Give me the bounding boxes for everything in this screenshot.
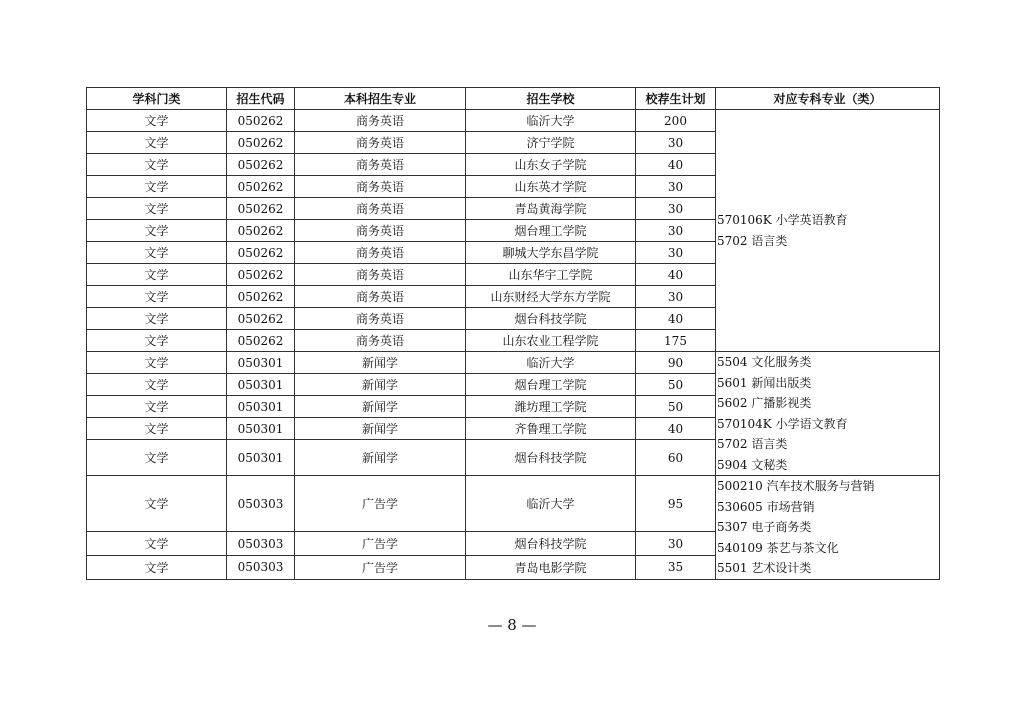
- cell-code: 050303: [227, 532, 295, 556]
- cell-code: 050301: [227, 418, 295, 440]
- header-plan: 校荐生计划: [636, 88, 716, 110]
- cell-discipline: 文学: [87, 532, 227, 556]
- cell-discipline: 文学: [87, 264, 227, 286]
- admissions-table: [86, 87, 940, 580]
- cell-discipline: 文学: [87, 330, 227, 352]
- table-row: [87, 476, 940, 532]
- cell-code: 050262: [227, 330, 295, 352]
- cell-school: 烟台科技学院: [466, 308, 636, 330]
- header-major: 本科招生专业: [295, 88, 466, 110]
- table-row: [87, 110, 940, 132]
- cell-discipline: 文学: [87, 220, 227, 242]
- cell-code: 050262: [227, 132, 295, 154]
- cell-major: 广告学: [295, 476, 466, 532]
- cell-discipline: 文学: [87, 110, 227, 132]
- cell-major: 商务英语: [295, 286, 466, 308]
- cell-discipline: 文学: [87, 286, 227, 308]
- cell-plan: 30: [636, 198, 716, 220]
- cell-school: 临沂大学: [466, 476, 636, 532]
- related-major: 570106K 小学英语教育: [717, 213, 848, 227]
- cell-school: 山东财经大学东方学院: [466, 286, 636, 308]
- cell-major: 商务英语: [295, 308, 466, 330]
- related-major: 570104K 小学语文教育: [717, 416, 848, 431]
- cell-major: 商务英语: [295, 264, 466, 286]
- cell-school: 青岛电影学院: [466, 555, 636, 579]
- cell-school: 山东农业工程学院: [466, 330, 636, 352]
- cell-school: 青岛黄海学院: [466, 198, 636, 220]
- cell-major: 商务英语: [295, 154, 466, 176]
- header-discipline: 学科门类: [87, 88, 227, 110]
- related-major: 5904 文秘类: [717, 457, 788, 472]
- cell-plan: 40: [636, 308, 716, 330]
- cell-major: 广告学: [295, 555, 466, 579]
- cell-major: 新闻学: [295, 418, 466, 440]
- cell-major: 商务英语: [295, 132, 466, 154]
- cell-school: 临沂大学: [466, 110, 636, 132]
- cell-code: 050262: [227, 198, 295, 220]
- cell-major: 商务英语: [295, 110, 466, 132]
- related-majors-group-2: [716, 352, 940, 476]
- header-related-majors: 对应专科专业（类）: [716, 88, 940, 110]
- cell-major: 商务英语: [295, 176, 466, 198]
- cell-school: 烟台理工学院: [466, 374, 636, 396]
- cell-major: 新闻学: [295, 352, 466, 374]
- cell-code: 050303: [227, 476, 295, 532]
- cell-code: 050262: [227, 264, 295, 286]
- cell-plan: 40: [636, 264, 716, 286]
- cell-discipline: 文学: [87, 396, 227, 418]
- cell-plan: 60: [636, 440, 716, 476]
- cell-school: 山东华宇工学院: [466, 264, 636, 286]
- cell-code: 050262: [227, 308, 295, 330]
- cell-school: 济宁学院: [466, 132, 636, 154]
- cell-major: 商务英语: [295, 330, 466, 352]
- cell-discipline: 文学: [87, 132, 227, 154]
- cell-school: 烟台科技学院: [466, 532, 636, 556]
- related-major: 5702 语言类: [717, 437, 788, 451]
- cell-code: 050262: [227, 110, 295, 132]
- cell-plan: 30: [636, 220, 716, 242]
- page-number: — 8 —: [487, 616, 537, 634]
- cell-school: 烟台理工学院: [466, 220, 636, 242]
- cell-major: 新闻学: [295, 396, 466, 418]
- cell-plan: 30: [636, 132, 716, 154]
- related-major: 530605 市场营销: [717, 499, 815, 514]
- cell-school: 山东英才学院: [466, 176, 636, 198]
- related-major: 500210 汽车技术服务与营销: [717, 479, 875, 493]
- table-row: [87, 352, 940, 374]
- cell-plan: 200: [636, 110, 716, 132]
- cell-code: 050262: [227, 220, 295, 242]
- cell-discipline: 文学: [87, 198, 227, 220]
- cell-code: 050301: [227, 374, 295, 396]
- cell-plan: 30: [636, 286, 716, 308]
- cell-discipline: 文学: [87, 418, 227, 440]
- cell-plan: 30: [636, 532, 716, 556]
- cell-discipline: 文学: [87, 374, 227, 396]
- header-school: 招生学校: [466, 88, 636, 110]
- cell-plan: 50: [636, 396, 716, 418]
- cell-code: 050301: [227, 440, 295, 476]
- cell-discipline: 文学: [87, 440, 227, 476]
- cell-school: 山东女子学院: [466, 154, 636, 176]
- cell-code: 050301: [227, 352, 295, 374]
- cell-plan: 95: [636, 476, 716, 532]
- related-major: 5601 新闻出版类: [717, 375, 812, 390]
- cell-discipline: 文学: [87, 154, 227, 176]
- related-major: 5501 艺术设计类: [717, 561, 812, 575]
- cell-discipline: 文学: [87, 242, 227, 264]
- cell-code: 050262: [227, 242, 295, 264]
- cell-school: 烟台科技学院: [466, 440, 636, 476]
- cell-code: 050303: [227, 555, 295, 579]
- cell-major: 商务英语: [295, 198, 466, 220]
- cell-code: 050301: [227, 396, 295, 418]
- cell-code: 050262: [227, 176, 295, 198]
- related-major: 5702 语言类: [717, 233, 788, 248]
- cell-plan: 30: [636, 176, 716, 198]
- cell-plan: 50: [636, 374, 716, 396]
- cell-major: 商务英语: [295, 242, 466, 264]
- cell-plan: 40: [636, 418, 716, 440]
- cell-code: 050262: [227, 286, 295, 308]
- cell-discipline: 文学: [87, 176, 227, 198]
- cell-discipline: 文学: [87, 352, 227, 374]
- related-major: 5602 广播影视类: [717, 396, 812, 410]
- cell-school: 齐鲁理工学院: [466, 418, 636, 440]
- header-code: 招生代码: [227, 88, 295, 110]
- cell-major: 新闻学: [295, 440, 466, 476]
- cell-major: 新闻学: [295, 374, 466, 396]
- cell-major: 广告学: [295, 532, 466, 556]
- cell-major: 商务英语: [295, 220, 466, 242]
- related-majors-group-1: [716, 110, 940, 352]
- cell-plan: 40: [636, 154, 716, 176]
- cell-school: 潍坊理工学院: [466, 396, 636, 418]
- cell-plan: 30: [636, 242, 716, 264]
- related-major: 540109 茶艺与茶文化: [717, 540, 839, 555]
- cell-school: 聊城大学东昌学院: [466, 242, 636, 264]
- cell-discipline: 文学: [87, 476, 227, 532]
- cell-plan: 90: [636, 352, 716, 374]
- related-major: 5307 电子商务类: [717, 520, 812, 534]
- related-majors-group-3: [716, 476, 940, 580]
- cell-discipline: 文学: [87, 555, 227, 579]
- related-major: 5504 文化服务类: [717, 355, 812, 369]
- cell-school: 临沂大学: [466, 352, 636, 374]
- cell-discipline: 文学: [87, 308, 227, 330]
- cell-plan: 35: [636, 555, 716, 579]
- cell-code: 050262: [227, 154, 295, 176]
- cell-plan: 175: [636, 330, 716, 352]
- header-row: [87, 88, 940, 110]
